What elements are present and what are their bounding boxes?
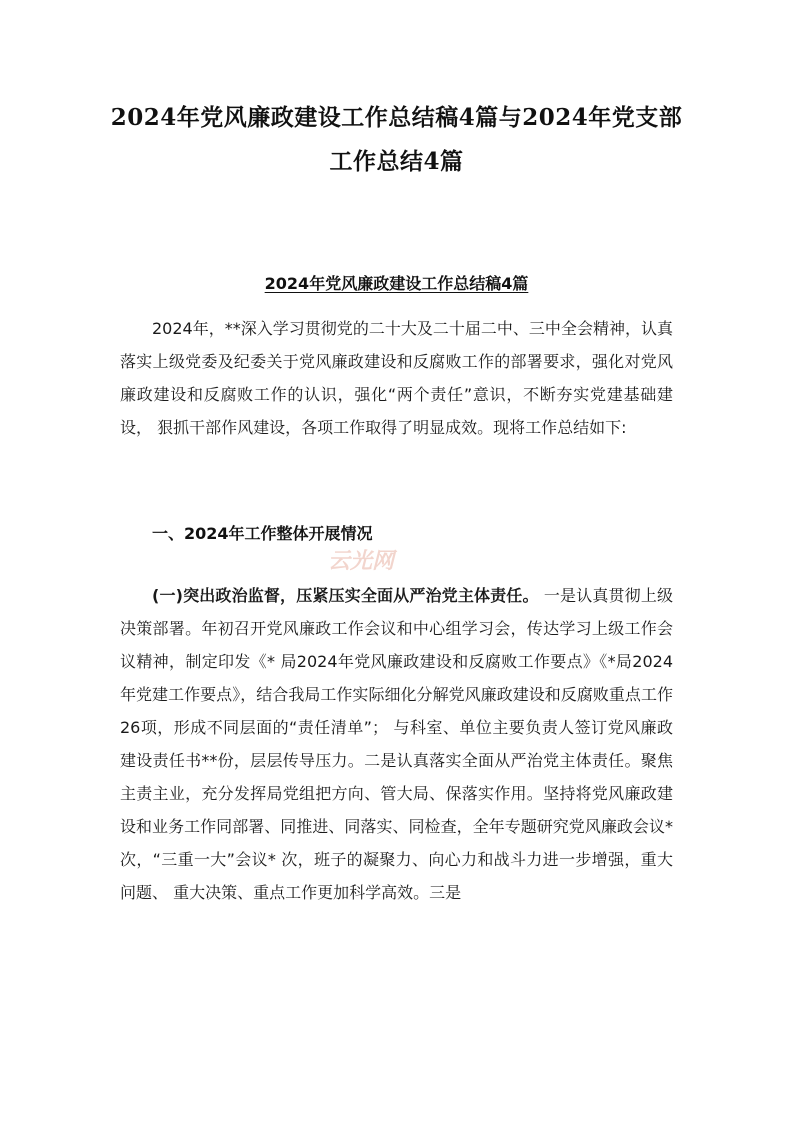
paragraph-political-supervision [120, 579, 673, 909]
watermark-text: 云光网 [328, 549, 395, 574]
section-heading [120, 270, 673, 298]
paragraph-body: 一是认真贯彻上级决策部署。年初召开党风廉政工作会议和中心组学习会，传达学习上级工作会议精神，制定印发《* 局2024年党风廉政建设和反腐败工作要点》《*局2024年党建工作要点》，结合我局工作实际细化分解党风廉政建设和反腐败重点工作26项，形成不同层面的“责任清单”； 与科室、单位主要负责人签订党风廉政建设责任书**份，层层传导压力。二是认真落实全面从严治党主体责任。聚焦主责主业，充分发挥局党组把方向、管大局、保落实作用。坚持将党风廉政建设和业务工作同部署、同推进、同落实、同检查，全年专题研究党风廉政会议*次，“三重一大”会议* 次，班子的凝聚力、向心力和战斗力进一步增强，重大问题、 重大决策、重点工作更加科学高效。三是 [120, 586, 673, 902]
subheading-overall-progress: 一、2024年工作整体开展情况 [152, 524, 373, 543]
document-title: 2024年党风廉政建设工作总结稿4篇与2024年党支部工作总结4篇 [110, 104, 683, 175]
section-heading-text: 2024年党风廉政建设工作总结稿4篇 [264, 274, 529, 293]
paragraph-lead-bold: (一)突出政治监督，压紧压实全面从严治党主体责任。 [152, 586, 539, 605]
intro-paragraph: 2024年，**深入学习贯彻党的二十大及二十届二中、三中全会精神，认真落实上级党委及纪委关于党风廉政建设和反腐败工作的部署要求，强化对党风廉政建设和反腐败工作的认识，强化“两个责任”意识，不断夯实党建基础建设， 狠抓干部作风建设，各项工作取得了明显成效。现将工作总结如下: [120, 319, 673, 437]
